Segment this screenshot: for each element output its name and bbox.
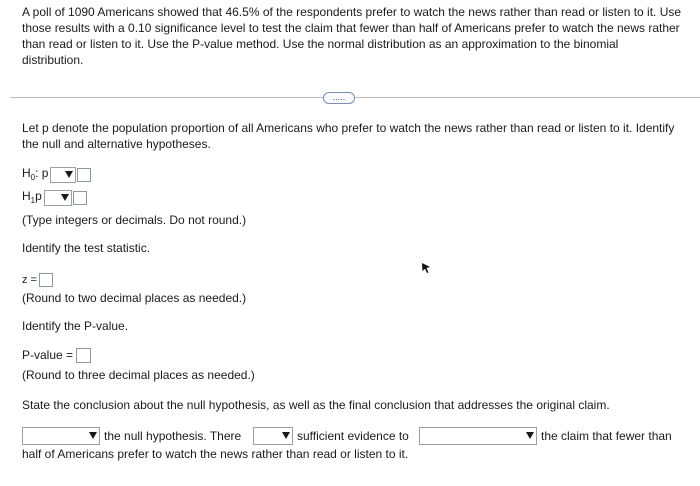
h1-row (22, 189, 87, 207)
conclusion-text-4: half of Americans prefer to watch the news rather than read or listen to it. (22, 447, 409, 461)
h1-operator-dropdown[interactable] (44, 190, 72, 206)
pvalue-label: P-value = (22, 348, 74, 362)
problem-statement: A poll of 1090 Americans showed that 46.5% of the respondents prefer to watch the news rather than read or listen to it. Use those results with a 0.10 significance level to test the claim that fewer than half of Americans prefer to watch the news rather than read or listen to it. Use the P-value method. Use the normal distribution as an approximation to the binomial distribution. (22, 5, 682, 67)
hypotheses-intro: Let p denote the population proportion of all Americans who prefer to watch the news rather than read or listen to it. Identify the null and alternative hypotheses. (22, 121, 675, 151)
h0-label: $H_0$: p (22, 165, 49, 182)
chevron-down-icon (282, 432, 290, 439)
pvalue-note: (Round to three decimal places as needed.) (22, 368, 255, 382)
claim-action-dropdown[interactable] (419, 427, 537, 445)
pvalue-prompt: Identify the P-value. (22, 319, 129, 333)
conclusion-text-2: sufficient evidence to (297, 429, 409, 443)
test-statistic-prompt: Identify the test statistic. (22, 241, 151, 255)
h0-row (22, 166, 91, 184)
conclusion-text-1: the null hypothesis. There (104, 429, 242, 443)
z-row (22, 271, 53, 289)
mouse-pointer-icon (420, 262, 432, 274)
pvalue-input[interactable] (76, 348, 91, 363)
chevron-down-icon (526, 432, 534, 439)
h0-operator-dropdown[interactable] (50, 167, 76, 183)
h0-value-input[interactable] (77, 168, 91, 182)
hypotheses-note: (Type integers or decimals. Do not round.) (22, 213, 247, 227)
conclusion-prompt: State the conclusion about the null hypothesis, as well as the final conclusion that addresses the original claim. (22, 398, 610, 412)
show-more-button[interactable]: ..... (323, 92, 355, 104)
h1-value-input[interactable] (73, 191, 87, 205)
h1-label: $H_1p$ (22, 188, 42, 205)
z-label: z = (22, 274, 37, 286)
evidence-dropdown[interactable] (253, 427, 293, 445)
chevron-down-icon (61, 194, 69, 201)
pvalue-row (22, 346, 91, 364)
chevron-down-icon (65, 171, 73, 178)
z-note: (Round to two decimal places as needed.) (22, 291, 247, 305)
null-decision-dropdown[interactable] (22, 427, 100, 445)
chevron-down-icon (89, 432, 97, 439)
conclusion-text-3: the claim that fewer than (541, 429, 672, 443)
z-input[interactable] (39, 273, 53, 287)
section-divider (10, 97, 700, 98)
